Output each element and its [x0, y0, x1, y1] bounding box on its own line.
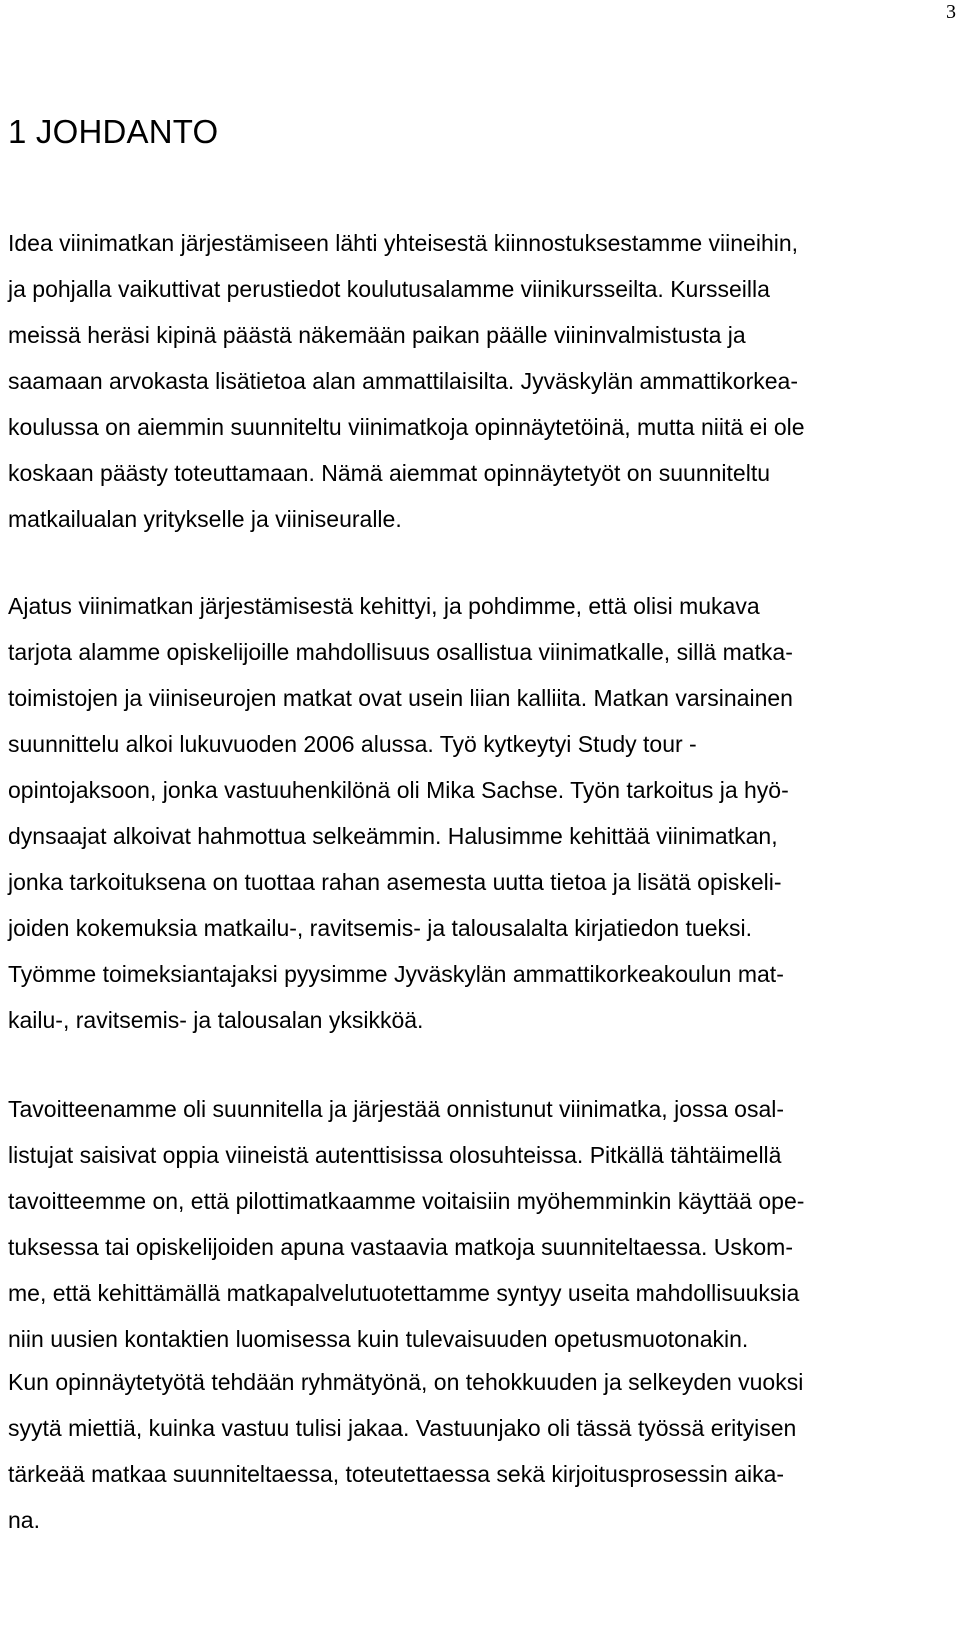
text-line: meissä heräsi kipinä päästä näkemään paikan päälle viininvalmistusta ja: [8, 322, 746, 348]
text-line: toimistojen ja viiniseurojen matkat ovat usein liian kalliita. Matkan varsinainen: [8, 685, 793, 711]
chapter-title: 1 JOHDANTO: [8, 113, 219, 150]
text-line: jonka tarkoituksena on tuottaa rahan asemesta uutta tietoa ja lisätä opiskeli-: [8, 869, 782, 895]
text-line: tuksessa tai opiskelijoiden apuna vastaavia matkoja suunniteltaessa. Uskom-: [8, 1234, 793, 1260]
paragraph-4: [8, 1359, 952, 1543]
text-line: kailu-, ravitsemis- ja talousalan yksikköä.: [8, 1007, 424, 1033]
text-line: tärkeää matkaa suunniteltaessa, toteutettaessa sekä kirjoitusprosessin aika-: [8, 1461, 785, 1487]
paragraph-1: [8, 220, 952, 542]
paragraph-2: [8, 583, 952, 1043]
text-line: tarjota alamme opiskelijoille mahdollisuus osallistua viinimatkalle, sillä matka-: [8, 639, 793, 665]
text-line: Kun opinnäytetyötä tehdään ryhmätyönä, on tehokkuuden ja selkeyden vuoksi: [8, 1369, 804, 1395]
page-number: 3: [946, 1, 956, 23]
text-line: Tavoitteenamme oli suunnitella ja järjestää onnistunut viinimatka, jossa osal-: [8, 1096, 785, 1122]
text-line: me, että kehittämällä matkapalvelutuotettamme syntyy useita mahdollisuuksia: [8, 1280, 800, 1306]
text-line: joiden kokemuksia matkailu-, ravitsemis- ja talousalalta kirjatiedon tueksi.: [8, 915, 752, 941]
text-line: Työmme toimeksiantajaksi pyysimme Jyväskylän ammattikorkeakoulun mat-: [8, 961, 784, 987]
text-line: syytä miettiä, kuinka vastuu tulisi jakaa. Vastuunjako oli tässä työssä erityisen: [8, 1415, 797, 1441]
text-line: Idea viinimatkan järjestämiseen lähti yhteisestä kiinnostuksestamme viineihin,: [8, 230, 799, 256]
text-line: ja pohjalla vaikuttivat perustiedot koulutusalamme viinikursseilta. Kursseilla: [8, 276, 770, 302]
text-line: koskaan päästy toteuttamaan. Nämä aiemmat opinnäytetyöt on suunniteltu: [8, 460, 771, 486]
text-line: opintojaksoon, jonka vastuuhenkilönä oli Mika Sachse. Työn tarkoitus ja hyö-: [8, 777, 789, 803]
text-line: suunnittelu alkoi lukuvuoden 2006 alussa. Työ kytkeytyi Study tour -: [8, 731, 697, 757]
text-line: na.: [8, 1507, 40, 1533]
text-line: tavoitteemme on, että pilottimatkaamme voitaisiin myöhemminkin käyttää ope-: [8, 1188, 805, 1214]
text-line: matkailualan yritykselle ja viiniseuralle.: [8, 506, 402, 532]
text-line: listujat saisivat oppia viineistä autenttisissa olosuhteissa. Pitkällä tähtäimellä: [8, 1142, 782, 1168]
paragraph-3: [8, 1086, 952, 1362]
text-line: dynsaajat alkoivat hahmottua selkeämmin. Halusimme kehittää viinimatkan,: [8, 823, 778, 849]
text-line: koulussa on aiemmin suunniteltu viinimatkoja opinnäytetöinä, mutta niitä ei ole: [8, 414, 805, 440]
text-line: Ajatus viinimatkan järjestämisestä kehittyi, ja pohdimme, että olisi mukava: [8, 593, 760, 619]
text-line: saamaan arvokasta lisätietoa alan ammattilaisilta. Jyväskylän ammattikorkea-: [8, 368, 798, 394]
text-line: niin uusien kontaktien luomisessa kuin tulevaisuuden opetusmuotonakin.: [8, 1326, 749, 1352]
